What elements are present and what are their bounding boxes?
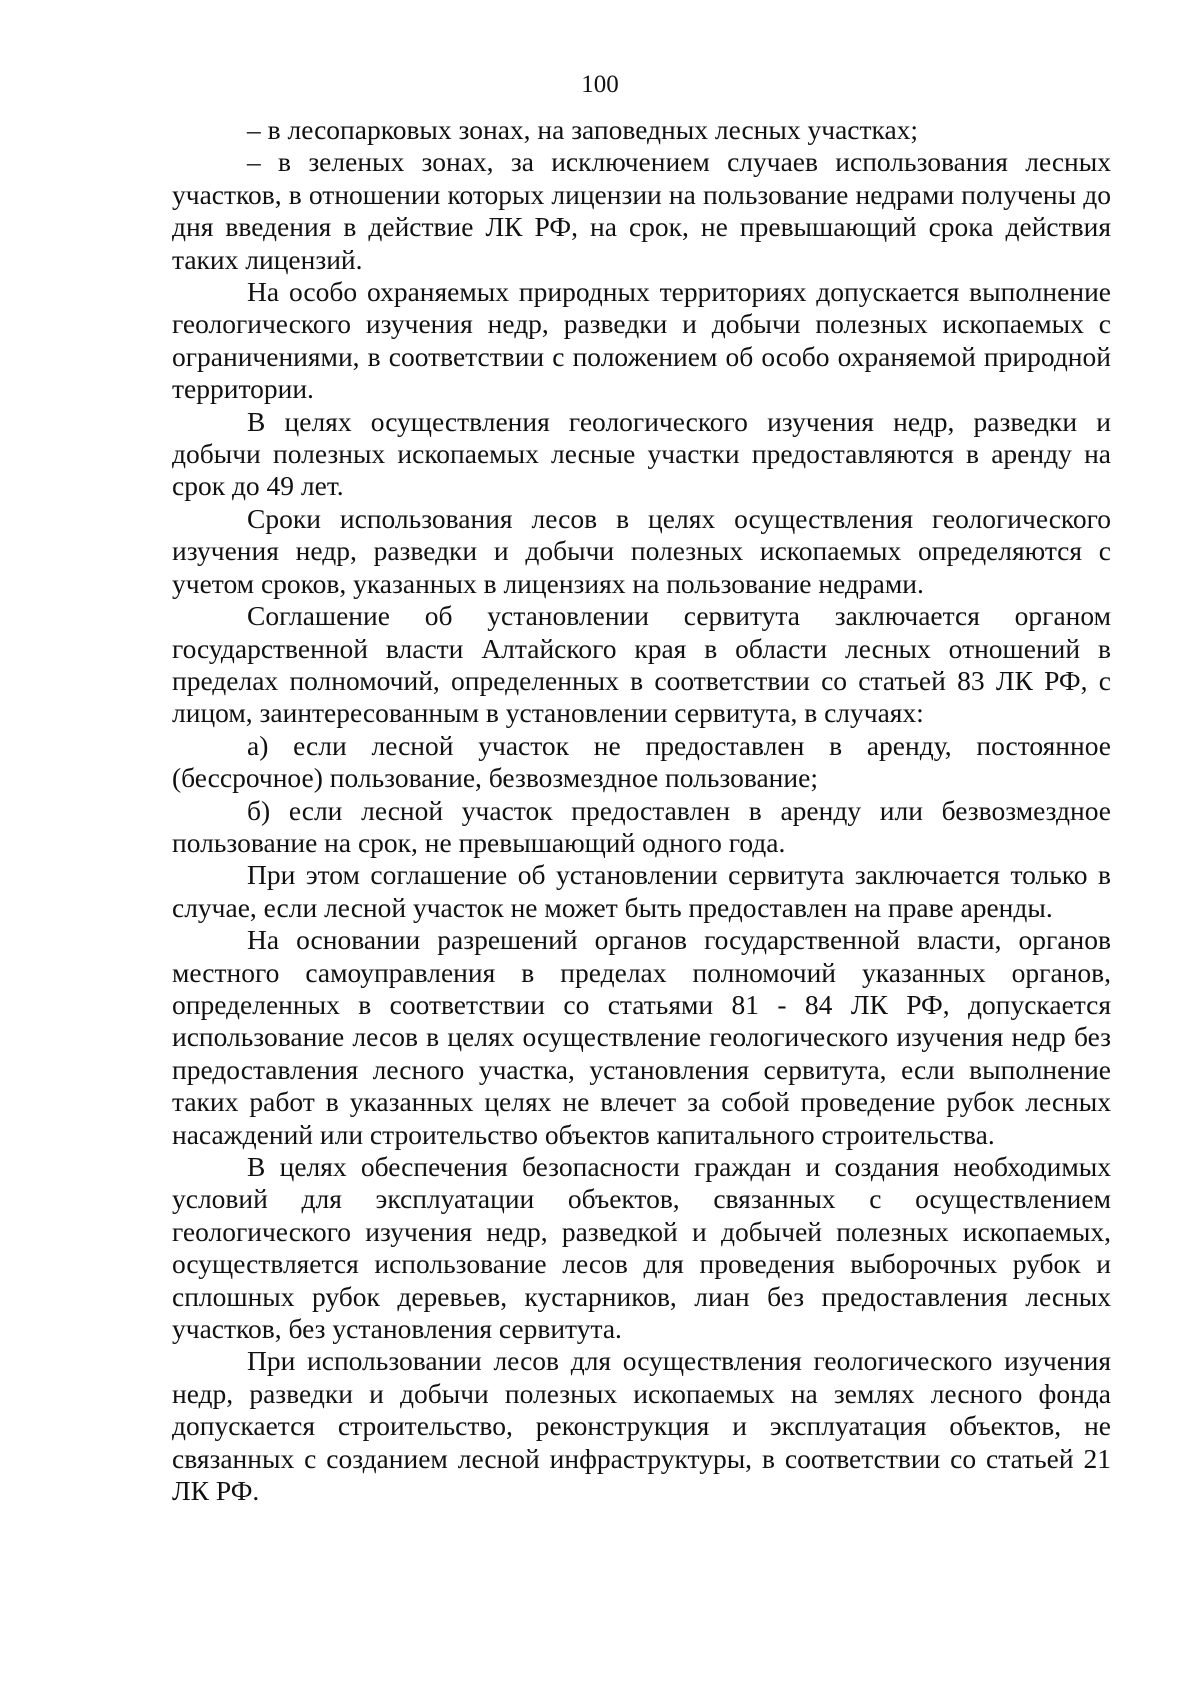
paragraph-forest-park-zones: – в лесопарковых зонах, на заповедных лесных участках; [247, 114, 919, 145]
paragraph-protected-territories: На особо охраняемых природных территориях допускается выполнение геологического изучения недр, разведки и добычи полезных ископаемых с ограничениями, в соответствии с положением об особо охраняемой природной территории. [172, 276, 1111, 405]
paragraph-safety-felling: В целях обеспечения безопасности граждан и создания необходимых условий для эксплуатации объектов, связанных с осуществлением геологического изучения недр, разведкой и добычей полезных ископаемых, осуществляется использование лесов для проведения выборочных рубок и сплошных рубок деревьев, кустарников, лиан без предоставления лесных участков, без установления сервитута. [172, 1151, 1111, 1345]
paragraph-construction: При использовании лесов для осуществления геологического изучения недр, разведки и добычи полезных ископаемых на землях лесного фонда допускается строительство, реконструкция и эксплуатация объектов, не связанных с созданием лесной инфраструктуры, в соответствии со статьей 21 ЛК РФ. [172, 1345, 1111, 1507]
paragraph-case-a: а) если лесной участок не предоставлен в аренду, постоянное (бессрочное) пользование, безвозмездное пользование; [172, 729, 1111, 794]
paragraph-usage-terms: Сроки использования лесов в целях осуществления геологического изучения недр, разведки и добычи полезных ископаемых определяются с учетом сроков, указанных в лицензиях на пользование недрами. [172, 502, 1111, 599]
document-body [172, 114, 1111, 1507]
paragraph-permits: На основании разрешений органов государственной власти, органов местного самоуправления в пределах полномочий указанных органов, определенных в соответствии со статьями 81 - 84 ЛК РФ, допускается использование лесов в целях осуществление геологического изучения недр без предоставления лесного участка, установления сервитута, если выполнение таких работ в указанных целях не влечет за собой проведение рубок лесных насаждений или строительство объектов капитального строительства. [172, 924, 1111, 1150]
paragraph-servitude-condition: При этом соглашение об установлении сервитута заключается только в случае, если лесной участок не может быть предоставлен на праве аренды. [172, 859, 1111, 923]
paragraph-case-b: б) если лесной участок предоставлен в аренду или безвозмездное пользование на срок, не превышающий одного года. [172, 794, 1111, 858]
paragraph-servitude-agreement: Соглашение об установлении сервитута заключается органом государственной власти Алтайского края в области лесных отношений в пределах полномочий, определенных в соответствии со статьей 83 ЛК РФ, с лицом, заинтересованным в установлении сервитута, в случаях: [172, 600, 1111, 729]
paragraph-green-zones: – в зеленых зонах, за исключением случаев использования лесных участков, в отношении которых лицензии на пользование недрами получены до дня введения в действие ЛК РФ, на срок, не превышающий срока действия таких лицензий. [172, 146, 1111, 275]
page-number: 100 [581, 71, 619, 98]
paragraph-lease-term: В целях осуществления геологического изучения недр, разведки и добычи полезных ископаемых лесные участки предоставляются в аренду на срок до 49 лет. [172, 405, 1111, 502]
